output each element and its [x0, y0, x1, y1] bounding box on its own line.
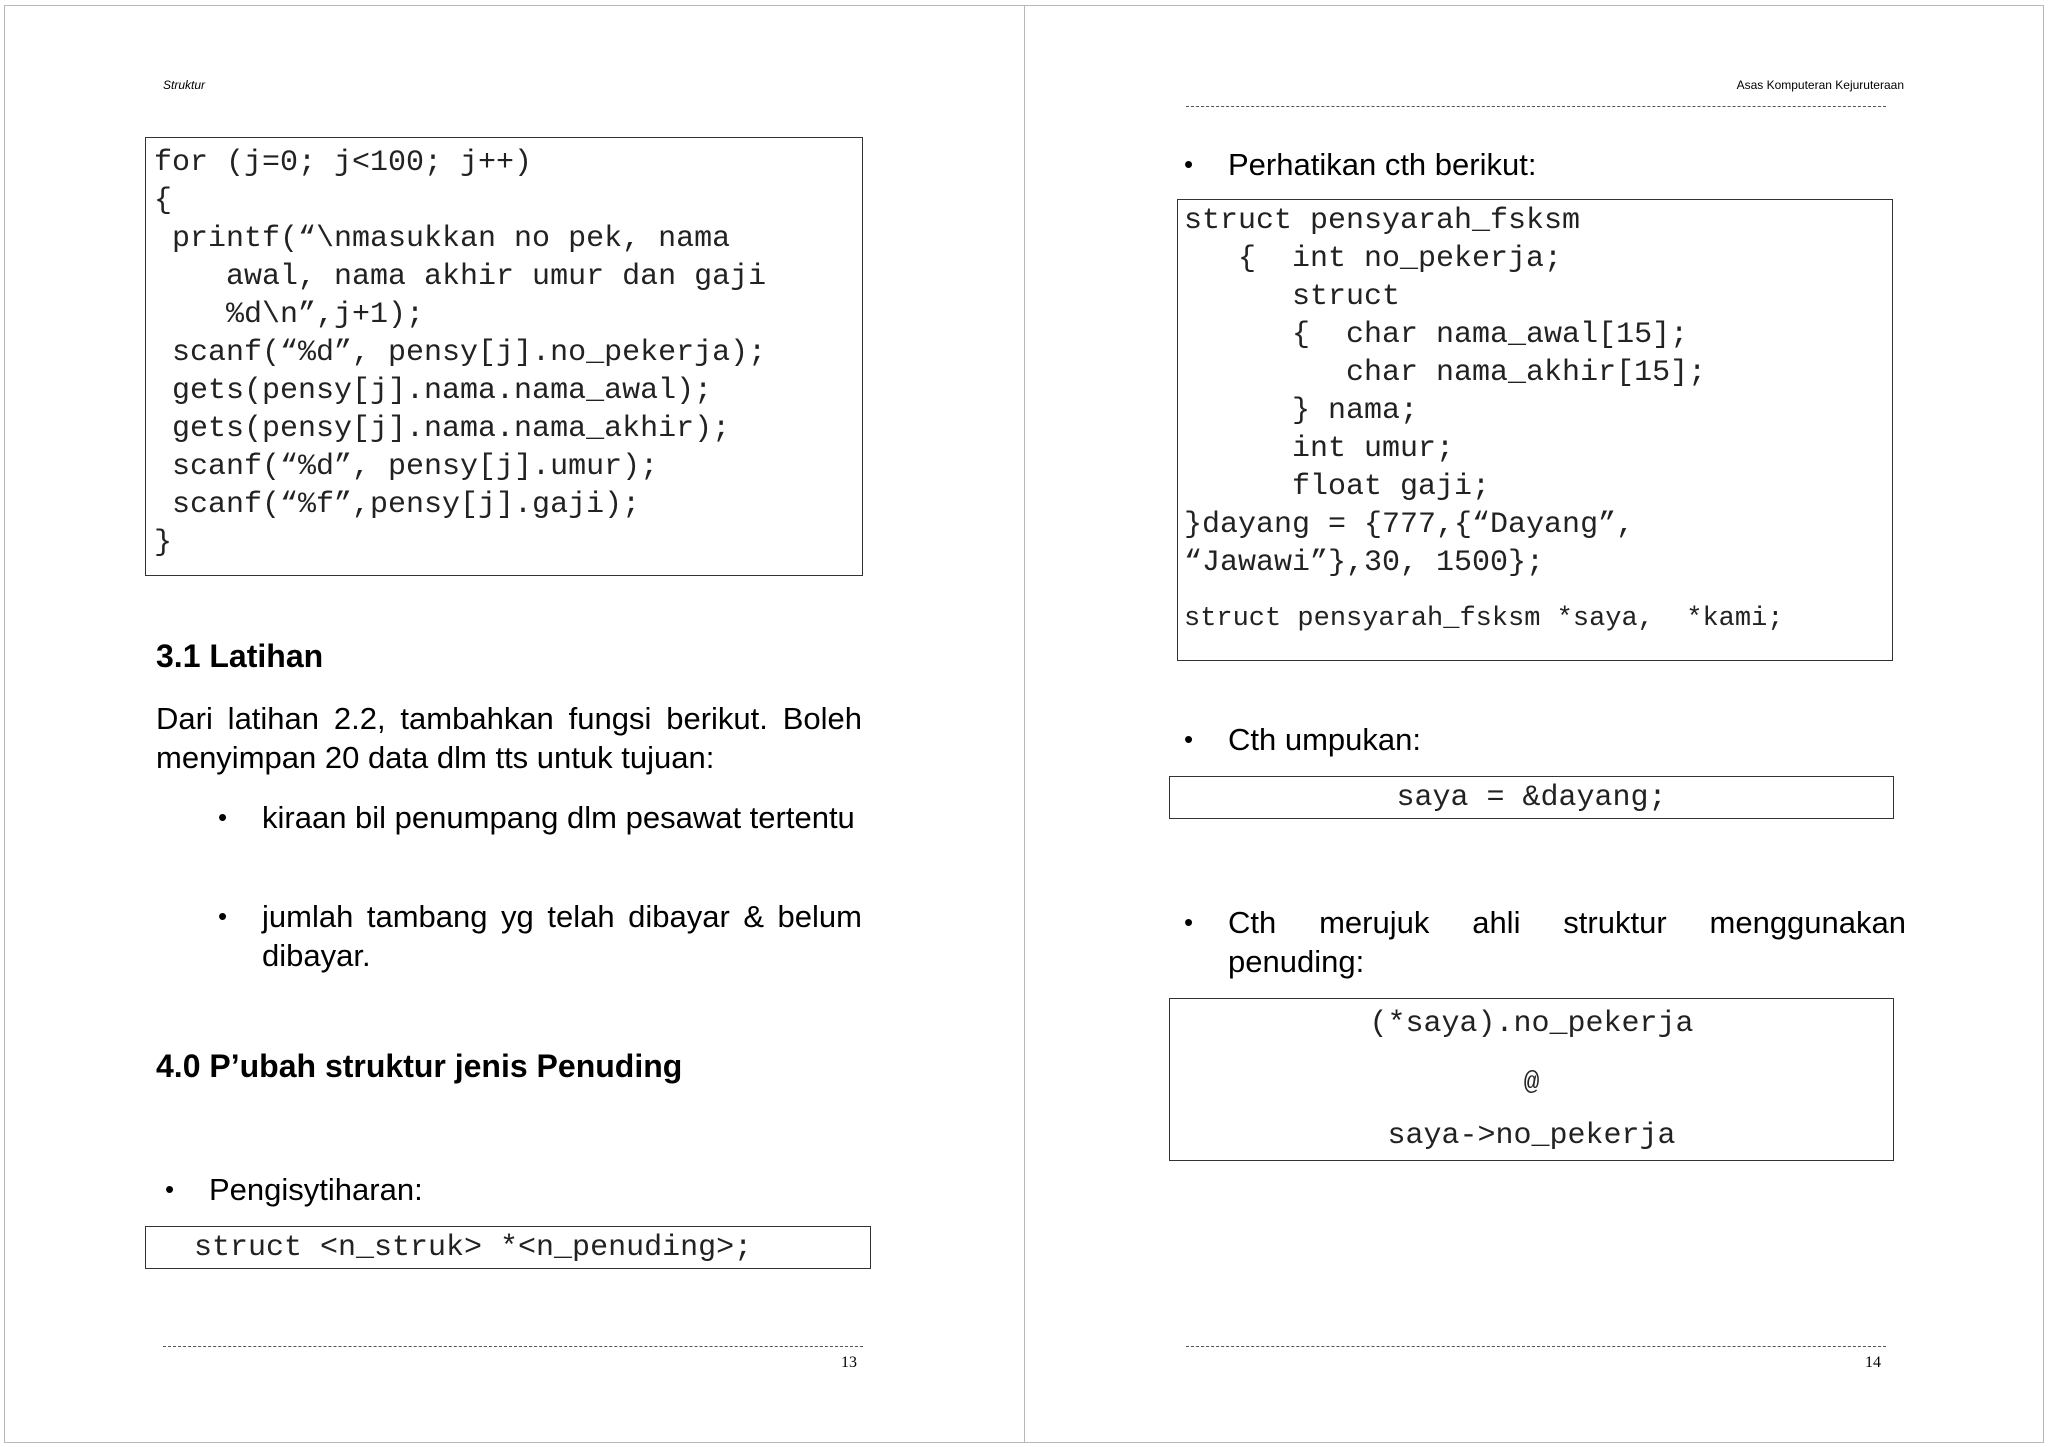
- code-line: “Jawawi”},30, 1500};: [1184, 546, 1545, 580]
- code-box-loop: [145, 137, 863, 576]
- list-item: [218, 798, 862, 878]
- footer-divider: [1186, 1346, 1886, 1347]
- section-heading-pointer: 4.0 P’ubah struktur jenis Penuding: [156, 1048, 683, 1084]
- list-item-text: kiraan bil penumpang dlm pesawat tertentu: [262, 800, 855, 835]
- list-item-text: Perhatikan cth berikut:: [1228, 147, 1537, 182]
- code-box-struct: [1177, 199, 1893, 661]
- code-line: { int no_pekerja;: [1184, 242, 1563, 276]
- code-line: %d\n”,j+1);: [154, 298, 425, 332]
- list-item: [1184, 720, 1884, 760]
- code-line: scanf(“%d”, pensy[j].umur);: [154, 450, 659, 484]
- code-access-arrow: saya->no_pekerja: [1387, 1119, 1676, 1153]
- code-line: {: [154, 184, 173, 218]
- code-access-or: @: [1523, 1067, 1540, 1097]
- bullet-icon: •: [218, 802, 228, 832]
- code-line: gets(pensy[j].nama.nama_awal);: [154, 374, 713, 408]
- list-item: [1184, 145, 1884, 185]
- list-item-text: Cth umpukan:: [1228, 722, 1421, 757]
- footer-divider: [163, 1346, 863, 1347]
- code-line: struct: [1184, 280, 1401, 314]
- code-line: { char nama_awal[15];: [1184, 318, 1689, 352]
- page-header: Asas Komputeran Kejuruteraan: [1736, 78, 1904, 92]
- list-item-text: jumlah tambang yg telah dibayar & belum dibayar.: [262, 899, 862, 973]
- code-line: }dayang = {777,{“Dayang”,: [1184, 508, 1635, 542]
- bullet-icon: •: [1184, 724, 1194, 754]
- code-line: scanf(“%d”, pensy[j].no_pekerja);: [154, 336, 767, 370]
- list-item-text: Pengisytiharan:: [209, 1172, 423, 1207]
- code-declaration: struct <n_struk> *<n_penuding>;: [194, 1231, 753, 1265]
- bullet-icon: •: [165, 1174, 175, 1204]
- code-box-access: [1169, 998, 1894, 1161]
- code-line: struct pensyarah_fsksm: [1184, 204, 1581, 238]
- code-line: gets(pensy[j].nama.nama_akhir);: [154, 412, 731, 446]
- code-line: int umur;: [1184, 432, 1455, 466]
- code-assign: saya = &dayang;: [1396, 781, 1667, 815]
- code-access-deref: (*saya).no_pekerja: [1369, 1007, 1694, 1041]
- bullet-icon: •: [1184, 149, 1194, 179]
- section-heading-latihan: 3.1 Latihan: [156, 638, 324, 674]
- code-box-declaration: [145, 1226, 871, 1269]
- page-14: [1024, 5, 2044, 1443]
- code-line: float gaji;: [1184, 470, 1491, 504]
- list-item: [218, 897, 862, 977]
- header-divider: [1186, 106, 1886, 107]
- page-header: Struktur: [163, 78, 206, 92]
- page-13: [4, 5, 1026, 1443]
- list-item-text: Cth merujuk ahli struktur menggunakan penuding:: [1228, 905, 1906, 979]
- page-number: 13: [841, 1354, 857, 1371]
- code-struct: [1184, 202, 1706, 582]
- list-item: [165, 1170, 765, 1210]
- code-line: } nama;: [1184, 394, 1419, 428]
- code-line: char nama_akhir[15];: [1184, 356, 1707, 390]
- code-box-assign: [1169, 776, 1894, 819]
- bullet-icon: •: [218, 901, 228, 931]
- code-struct-pointer: struct pensyarah_fsksm *saya, *kami;: [1184, 604, 1784, 634]
- code-line: scanf(“%f”,pensy[j].gaji);: [154, 488, 641, 522]
- code-line: }: [154, 526, 173, 560]
- code-line: printf(“\nmasukkan no pek, nama: [154, 222, 731, 256]
- code-loop: [154, 144, 766, 562]
- list-item: [1184, 903, 1906, 983]
- code-line: awal, nama akhir umur dan gaji: [154, 260, 767, 294]
- code-line: for (j=0; j<100; j++): [154, 146, 533, 180]
- latihan-paragraph: Dari latihan 2.2, tambahkan fungsi berikut. Boleh menyimpan 20 data dlm tts untuk tujuan:: [156, 701, 862, 775]
- bullet-icon: •: [1184, 907, 1194, 937]
- page-number: 14: [1865, 1354, 1881, 1371]
